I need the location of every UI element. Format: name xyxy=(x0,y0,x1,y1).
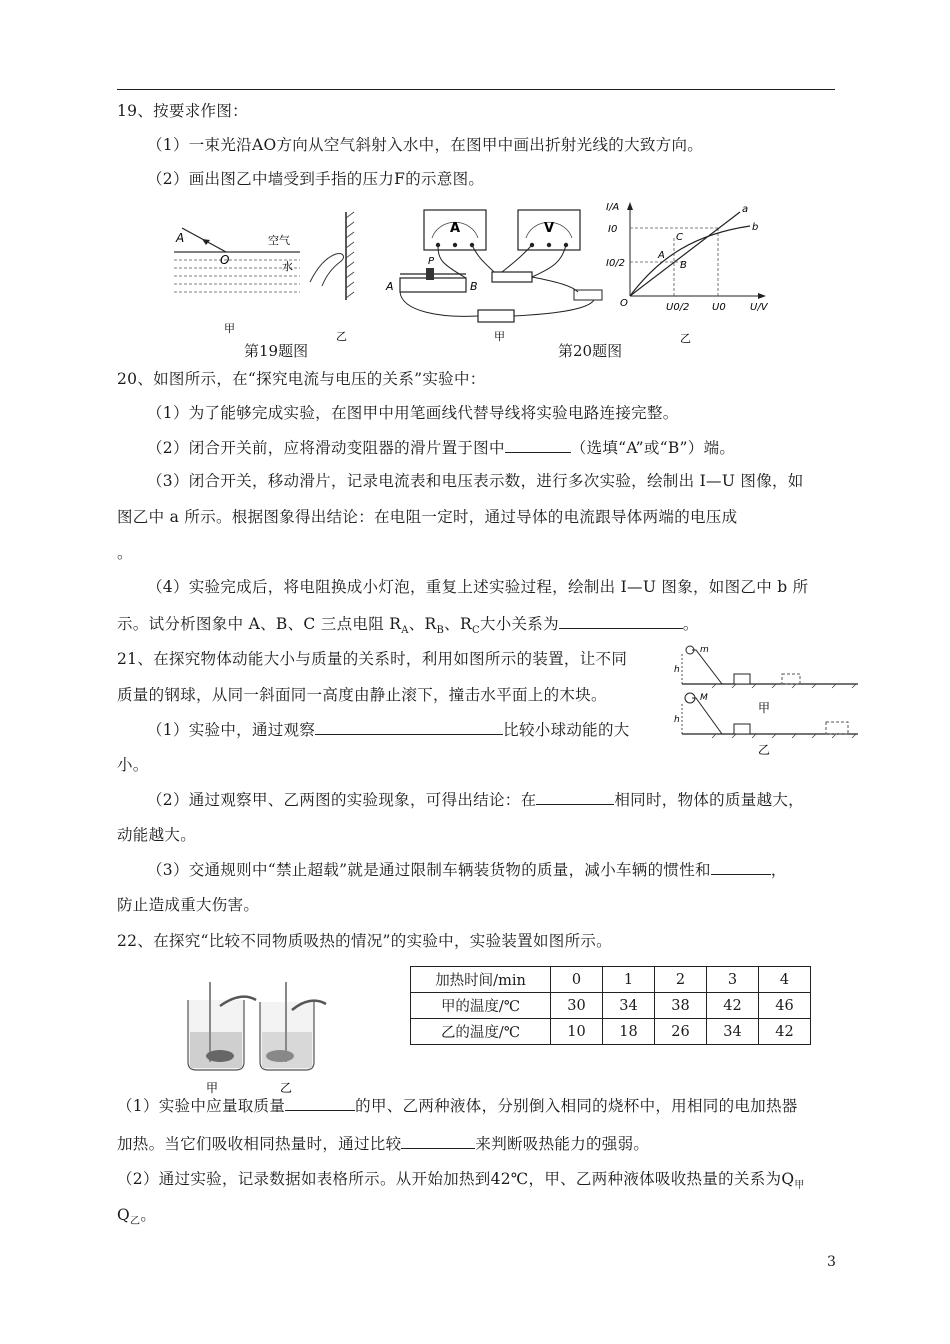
axis-x-label: U/V xyxy=(750,302,768,313)
answer-blank[interactable] xyxy=(711,858,771,875)
svg-text:h: h xyxy=(674,715,680,725)
label-yi: 乙 xyxy=(280,1081,293,1095)
table-cell: 46 xyxy=(759,993,811,1019)
x-arrow-icon xyxy=(758,293,766,299)
q21-line5: （2）通过观察甲、乙两图的实验现象，可得出结论：在 相同时，物体的质量越大， xyxy=(147,788,804,811)
tick-u0: U0 xyxy=(712,302,726,313)
q21-line7: （3）交通规则中“禁止超载”就是通过限制车辆装货物的质量，减小车辆的惯性和 ， xyxy=(147,858,787,881)
table-cell: 0 xyxy=(551,967,603,993)
svg-text:h: h xyxy=(674,665,680,675)
point-a: A xyxy=(658,250,665,261)
table-cell: 3 xyxy=(707,967,759,993)
table-cell: 1 xyxy=(603,967,655,993)
q21-line6: 动能越大。 xyxy=(117,826,197,844)
rheostat xyxy=(385,256,478,293)
origin: O xyxy=(620,298,628,309)
answer-blank[interactable] xyxy=(401,1132,475,1149)
svg-text:A: A xyxy=(386,280,394,293)
answer-blank[interactable] xyxy=(536,788,614,805)
ammeter xyxy=(424,210,486,250)
q21-line1: 21、在探究物体动能大小与质量的关系时，利用如图所示的装置，让不同 xyxy=(117,650,628,668)
table-cell: 42 xyxy=(759,1019,811,1045)
table-cell: 26 xyxy=(655,1019,707,1045)
tick-u0-half: U0/2 xyxy=(666,302,690,313)
voltmeter xyxy=(518,210,580,250)
q20-part1: （1）为了能够完成实验，在图甲中用笔画线代替导线将实验电路连接完整。 xyxy=(147,404,679,422)
label-water: 水 xyxy=(282,260,293,273)
q21-line4: 小。 xyxy=(117,756,149,774)
q20-part4-line2: 示。试分析图象中 A、B、C 三点电阻 $R_A$、$R_B$、$R_C$大小关系为 。 xyxy=(117,612,699,642)
q19-part2: （2）画出图乙中墙受到手指的压力F的示意图。 xyxy=(147,170,485,188)
q20-part4-line1: （4）实验完成后，将电阻换成小灯泡，重复上述实验过程，绘制出 I—U 图象，如图乙中 b 所 xyxy=(147,578,809,596)
figure-20-graph xyxy=(600,198,780,348)
table-cell: 10 xyxy=(551,1019,603,1045)
label-yi: 乙 xyxy=(680,332,691,345)
label-jia: 甲 xyxy=(494,330,505,343)
page-number: 3 xyxy=(827,1254,836,1270)
label-curve-b: b xyxy=(752,222,759,233)
curve-b xyxy=(630,226,750,296)
point-c: C xyxy=(676,232,683,243)
q22-line4: $Q_乙$。 xyxy=(117,1206,157,1228)
resistor xyxy=(492,272,532,282)
table-cell: 乙的温度/℃ xyxy=(411,1019,551,1045)
q22-line3: （2）通过实验，记录数据如表格所示。从开始加热到42℃，甲、乙两种液体吸收热量的关系为$Q_甲$ xyxy=(117,1170,805,1192)
caption-fig20: 第20题图 xyxy=(558,342,623,360)
y-arrow-icon xyxy=(627,202,633,210)
q21-line2: 质量的钢球，从同一斜面同一高度由静止滚下，撞击水平面上的木块。 xyxy=(117,686,607,704)
svg-text:A: A xyxy=(450,221,461,236)
wall-hatch xyxy=(346,212,354,298)
table-row xyxy=(411,1019,811,1045)
svg-text:V: V xyxy=(544,221,555,236)
label-jia: 甲 xyxy=(206,1081,219,1095)
caption-fig19: 第19题图 xyxy=(244,342,309,360)
q20-part3-line2: 图乙中 a 所示。根据图象得出结论：在电阻一定时，通过导体的电流跟导体两端的电压成 xyxy=(117,508,738,526)
table-cell: 18 xyxy=(603,1019,655,1045)
label-o: O xyxy=(220,253,230,267)
label-a: A xyxy=(176,231,185,245)
table-cell: 38 xyxy=(655,993,707,1019)
q22-title: 22、在探究“比较不同物质吸热的情况”的实验中，实验装置如图所示。 xyxy=(117,932,612,950)
q19-part1: （1）一束光沿AO方向从空气斜射入水中，在图甲中画出折射光线的大致方向。 xyxy=(147,136,704,154)
q21-line3: （1）实验中，通过观察 比较小球动能的大 xyxy=(147,718,630,741)
answer-blank[interactable] xyxy=(559,612,683,629)
table-cell: 4 xyxy=(759,967,811,993)
q20-part3-line1: （3）闭合开关，移动滑片，记录电流表和电压表示数，进行多次实验，绘制出 I—U 图像，如 xyxy=(147,472,804,490)
header-rule xyxy=(117,89,835,90)
finger-icon xyxy=(310,254,343,286)
line-a xyxy=(630,212,740,296)
answer-blank[interactable] xyxy=(505,436,571,453)
svg-text:M: M xyxy=(700,693,708,703)
q20-part3-line3: 。 xyxy=(117,544,133,562)
table-cell: 30 xyxy=(551,993,603,1019)
label-jia: 甲 xyxy=(224,322,235,335)
table-cell: 34 xyxy=(707,1019,759,1045)
label-yi: 乙 xyxy=(336,330,347,343)
table-cell: 42 xyxy=(707,993,759,1019)
answer-blank[interactable] xyxy=(315,718,503,735)
svg-text:B: B xyxy=(470,280,478,293)
figure-21 xyxy=(672,642,862,760)
figure-22-beakers xyxy=(180,976,340,1096)
label-jia: 甲 xyxy=(758,701,771,715)
svg-text:P: P xyxy=(428,256,435,267)
figure-19 xyxy=(160,198,370,348)
svg-text:m: m xyxy=(700,645,709,655)
table-cell: 2 xyxy=(655,967,707,993)
table-header-row xyxy=(411,967,811,993)
temperature-table xyxy=(410,966,811,1045)
beaker-jia xyxy=(188,982,256,1070)
q22-line1: （1）实验中应量取质量 的甲、乙两种液体，分别倒入相同的烧杯中，用相同的电加热器 xyxy=(117,1094,798,1117)
label-air: 空气 xyxy=(268,234,290,247)
answer-blank[interactable] xyxy=(285,1094,355,1111)
table-cell: 甲的温度/℃ xyxy=(411,993,551,1019)
point-b: B xyxy=(680,260,687,271)
q22-line2: 加热。当它们吸收相同热量时，通过比较 来判断吸热能力的强弱。 xyxy=(117,1132,649,1155)
beaker-yi xyxy=(260,982,326,1070)
table-cell: 34 xyxy=(603,993,655,1019)
q19-title: 19、按要求作图： xyxy=(117,102,248,120)
tick-i0-half: I0/2 xyxy=(606,258,626,269)
table-cell: 加热时间/min xyxy=(411,967,551,993)
ramp-top xyxy=(674,645,858,688)
q20-title: 20、如图所示，在“探究电流与电压的关系”实验中： xyxy=(117,370,486,388)
figure-20-circuit xyxy=(382,198,612,348)
q20-part2: （2）闭合开关前，应将滑动变阻器的滑片置于图中 （选填“A”或“B”）端。 xyxy=(147,436,735,459)
table-row xyxy=(411,993,811,1019)
tick-i0: I0 xyxy=(608,224,618,235)
ramp-bottom xyxy=(674,693,858,738)
q21-line8: 防止造成重大伤害。 xyxy=(117,896,260,914)
label-yi: 乙 xyxy=(758,743,771,757)
axes xyxy=(630,206,760,296)
label-line-a: a xyxy=(742,204,749,215)
axis-y-label: I/A xyxy=(606,202,620,213)
battery xyxy=(478,310,514,322)
